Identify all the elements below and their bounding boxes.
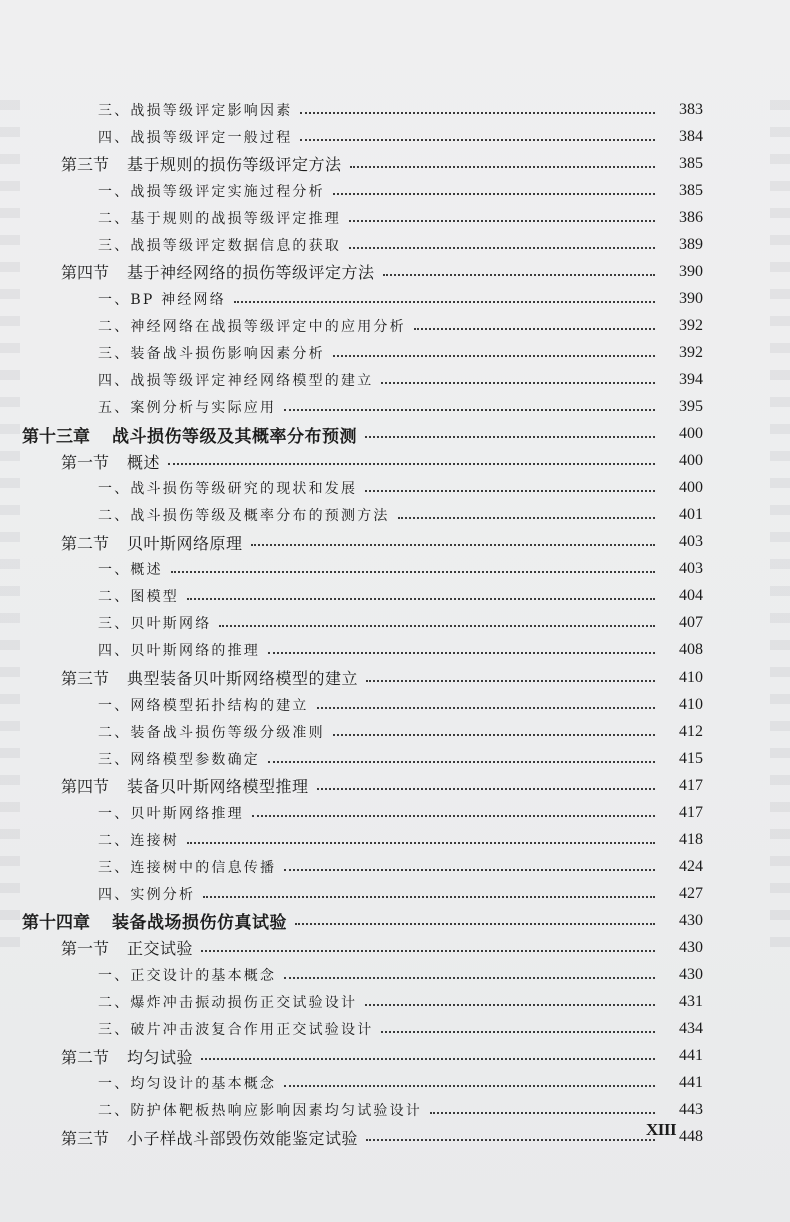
toc-section-number: 第二节 bbox=[61, 533, 110, 553]
toc-item-label: 二、战斗损伤等级及概率分布的预测方法 bbox=[98, 508, 390, 525]
toc-item-label: 一、战斗损伤等级研究的现状和发展 bbox=[98, 481, 358, 498]
toc-section-title: 典型装备贝叶斯网络模型的建立 bbox=[127, 669, 359, 688]
toc-item-row bbox=[0, 1070, 790, 1097]
toc-item-label: 一、正交设计的基本概念 bbox=[98, 968, 277, 985]
toc-item-label: 一、网络模型拓扑结构的建立 bbox=[98, 697, 309, 714]
toc-item-label: 四、贝叶斯网络的推理 bbox=[98, 643, 260, 660]
toc-item-row bbox=[0, 962, 790, 989]
toc-section-label bbox=[61, 936, 193, 959]
toc-section-title: 小子样战斗部毁伤效能鉴定试验 bbox=[127, 1128, 359, 1148]
toc-chapter-title: 装备战场损伤仿真试验 bbox=[112, 913, 287, 934]
dot-leader bbox=[366, 1139, 655, 1141]
toc-page-number: 386 bbox=[679, 208, 703, 226]
toc-page-number: 410 bbox=[679, 695, 703, 713]
dot-leader bbox=[171, 571, 655, 573]
dot-leader bbox=[430, 1112, 655, 1114]
toc-page-number: 448 bbox=[679, 1128, 703, 1146]
toc-item-row bbox=[0, 691, 790, 718]
toc-section-title: 基于神经网络的损伤等级评定方法 bbox=[127, 263, 375, 283]
dot-leader bbox=[350, 166, 655, 168]
toc-item-row bbox=[0, 880, 790, 907]
toc-page-number: 441 bbox=[679, 1047, 703, 1065]
dot-leader bbox=[187, 598, 655, 600]
toc-item-label: 四、实例分析 bbox=[98, 886, 196, 903]
toc-page-number: 430 bbox=[679, 911, 703, 929]
dot-leader bbox=[295, 923, 655, 925]
toc-page-number: 400 bbox=[679, 452, 703, 470]
toc-page-number: 394 bbox=[679, 370, 703, 388]
toc-page-number: 383 bbox=[679, 100, 703, 118]
dot-leader bbox=[187, 842, 655, 844]
toc-chapter-row bbox=[0, 421, 790, 448]
toc-page-number: 385 bbox=[679, 154, 703, 172]
toc-item-label: 三、贝叶斯网络 bbox=[98, 616, 212, 633]
toc-item-row bbox=[0, 799, 790, 826]
toc-section-row bbox=[0, 529, 790, 556]
dot-leader bbox=[414, 328, 655, 330]
dot-leader bbox=[333, 734, 655, 736]
page-folio: XIII bbox=[646, 1120, 677, 1139]
toc-item-row bbox=[0, 583, 790, 610]
dot-leader bbox=[219, 625, 655, 627]
table-of-contents bbox=[0, 96, 790, 1151]
toc-page-number: 401 bbox=[679, 506, 703, 524]
toc-section-row bbox=[0, 664, 790, 691]
dot-leader bbox=[381, 1031, 655, 1033]
toc-item-label: 二、装备战斗损伤等级分级准则 bbox=[98, 724, 325, 741]
toc-page-number: 434 bbox=[679, 1020, 703, 1038]
dot-leader bbox=[268, 652, 655, 654]
toc-item-row bbox=[0, 96, 790, 123]
toc-item-row bbox=[0, 502, 790, 529]
toc-item-row bbox=[0, 556, 790, 583]
toc-item-row bbox=[0, 637, 790, 664]
toc-chapter-label bbox=[22, 422, 357, 447]
dot-leader bbox=[365, 1004, 655, 1006]
toc-page-number: 395 bbox=[679, 398, 703, 416]
toc-item-row bbox=[0, 394, 790, 421]
toc-item-label: 三、网络模型参数确定 bbox=[98, 751, 260, 768]
toc-section-row bbox=[0, 448, 790, 475]
dot-leader bbox=[284, 977, 655, 979]
toc-page-number: 392 bbox=[679, 343, 703, 361]
toc-page-number: 430 bbox=[679, 938, 703, 956]
dot-leader bbox=[349, 247, 655, 249]
toc-page-number: 417 bbox=[679, 776, 703, 794]
dot-leader bbox=[203, 896, 655, 898]
toc-item-label: 三、战损等级评定影响因素 bbox=[98, 102, 293, 119]
dot-leader bbox=[234, 301, 655, 303]
dot-leader bbox=[284, 869, 655, 871]
toc-section-number: 第二节 bbox=[61, 1047, 110, 1067]
toc-item-row bbox=[0, 475, 790, 502]
toc-item-row bbox=[0, 204, 790, 231]
toc-section-number: 第三节 bbox=[61, 1128, 110, 1148]
dot-leader bbox=[381, 382, 655, 384]
toc-page-number: 418 bbox=[679, 830, 703, 848]
toc-section-row bbox=[0, 772, 790, 799]
toc-item-label: 三、战损等级评定数据信息的获取 bbox=[98, 237, 341, 254]
dot-leader bbox=[365, 490, 655, 492]
toc-item-row bbox=[0, 312, 790, 339]
toc-item-label: 三、装备战斗损伤影响因素分析 bbox=[98, 345, 325, 362]
toc-section-number: 第三节 bbox=[61, 669, 110, 688]
toc-section-title: 均匀试验 bbox=[127, 1047, 194, 1067]
toc-item-row bbox=[0, 610, 790, 637]
toc-section-row bbox=[0, 934, 790, 961]
toc-page-number: 407 bbox=[679, 614, 703, 632]
dot-leader bbox=[383, 274, 655, 276]
toc-section-label bbox=[61, 1126, 358, 1149]
toc-item-label: 二、图模型 bbox=[98, 589, 179, 606]
toc-section-row bbox=[0, 258, 790, 285]
toc-item-label: 五、案例分析与实际应用 bbox=[98, 400, 277, 417]
toc-page-number: 417 bbox=[679, 803, 703, 821]
toc-section-label bbox=[61, 666, 358, 689]
toc-page-number: 403 bbox=[679, 533, 703, 551]
toc-page-number: 385 bbox=[679, 181, 703, 199]
toc-chapter-label bbox=[22, 908, 287, 933]
toc-section-number: 第一节 bbox=[61, 939, 110, 959]
dot-leader bbox=[284, 1085, 655, 1087]
toc-item-row bbox=[0, 989, 790, 1016]
dot-leader bbox=[398, 517, 655, 519]
dot-leader bbox=[366, 680, 655, 682]
dot-leader bbox=[317, 707, 655, 709]
toc-item-label: 一、战损等级评定实施过程分析 bbox=[98, 183, 325, 200]
dot-leader bbox=[251, 544, 655, 546]
dot-leader bbox=[300, 112, 655, 114]
toc-section-title: 基于规则的损伤等级评定方法 bbox=[127, 155, 342, 175]
dot-leader bbox=[284, 409, 655, 411]
toc-section-label bbox=[61, 531, 243, 554]
toc-page-number: 412 bbox=[679, 722, 703, 740]
toc-section-title: 装备贝叶斯网络模型推理 bbox=[127, 777, 309, 797]
toc-page-number: 430 bbox=[679, 966, 703, 984]
toc-item-row bbox=[0, 366, 790, 393]
toc-item-row bbox=[0, 1016, 790, 1043]
toc-chapter-title: 战斗损伤等级及其概率分布预测 bbox=[112, 426, 357, 447]
toc-item-row bbox=[0, 853, 790, 880]
toc-item-row bbox=[0, 123, 790, 150]
toc-item-label: 二、基于规则的战损等级评定推理 bbox=[98, 210, 341, 227]
dot-leader bbox=[333, 193, 655, 195]
toc-section-number: 第四节 bbox=[61, 263, 110, 283]
toc-item-label: 二、防护体靶板热响应影响因素均匀试验设计 bbox=[98, 1103, 422, 1120]
toc-section-number: 第三节 bbox=[61, 155, 110, 175]
toc-item-row bbox=[0, 718, 790, 745]
toc-item-label: 三、连接树中的信息传播 bbox=[98, 859, 277, 876]
toc-chapter-number: 第十三章 bbox=[22, 426, 90, 447]
dot-leader bbox=[349, 220, 655, 222]
toc-page-number: 403 bbox=[679, 560, 703, 578]
dot-leader bbox=[252, 815, 655, 817]
toc-page-number: 392 bbox=[679, 316, 703, 334]
toc-section-label bbox=[61, 260, 375, 283]
toc-item-label: 四、战损等级评定神经网络模型的建立 bbox=[98, 372, 374, 389]
dot-leader bbox=[317, 788, 655, 790]
toc-item-row bbox=[0, 745, 790, 772]
toc-page-number: 441 bbox=[679, 1074, 703, 1092]
toc-page-number: 390 bbox=[679, 262, 703, 280]
toc-page-number: 389 bbox=[679, 235, 703, 253]
toc-page-number: 400 bbox=[679, 425, 703, 443]
toc-item-label: 二、神经网络在战损等级评定中的应用分析 bbox=[98, 318, 406, 335]
dot-leader bbox=[168, 463, 655, 465]
toc-section-row bbox=[0, 1043, 790, 1070]
toc-page-number: 400 bbox=[679, 479, 703, 497]
toc-page-number: 410 bbox=[679, 668, 703, 686]
toc-item-row bbox=[0, 285, 790, 312]
toc-page-number: 415 bbox=[679, 749, 703, 767]
toc-section-number: 第四节 bbox=[61, 777, 110, 797]
toc-section-title: 概述 bbox=[127, 452, 161, 472]
toc-chapter-row bbox=[0, 907, 790, 934]
dot-leader bbox=[300, 139, 655, 141]
toc-section-row bbox=[0, 150, 790, 177]
toc-page-number: 443 bbox=[679, 1101, 703, 1119]
dot-leader bbox=[201, 1058, 655, 1060]
toc-page-number: 408 bbox=[679, 641, 703, 659]
toc-item-row bbox=[0, 177, 790, 204]
toc-item-label: 三、破片冲击波复合作用正交试验设计 bbox=[98, 1022, 374, 1039]
toc-page-number: 384 bbox=[679, 127, 703, 145]
dot-leader bbox=[365, 436, 655, 438]
toc-item-label: 一、概述 bbox=[98, 562, 163, 579]
dot-leader bbox=[333, 355, 655, 357]
toc-section-label bbox=[61, 152, 342, 175]
toc-item-label: 一、贝叶斯网络推理 bbox=[98, 805, 244, 822]
toc-item-label: 四、战损等级评定一般过程 bbox=[98, 129, 293, 146]
toc-item-label: 一、BP 神经网络 bbox=[98, 291, 226, 308]
toc-item-label: 二、爆炸冲击振动损伤正交试验设计 bbox=[98, 995, 358, 1012]
dot-leader bbox=[268, 761, 655, 763]
toc-page-number: 431 bbox=[679, 993, 703, 1011]
toc-section-title: 贝叶斯网络原理 bbox=[127, 533, 243, 553]
toc-page-number: 390 bbox=[679, 289, 703, 307]
toc-section-number: 第一节 bbox=[61, 452, 110, 472]
toc-item-row bbox=[0, 826, 790, 853]
toc-item-label: 一、均匀设计的基本概念 bbox=[98, 1076, 277, 1093]
toc-item-row bbox=[0, 339, 790, 366]
dot-leader bbox=[201, 950, 655, 952]
toc-item-label: 二、连接树 bbox=[98, 832, 179, 849]
toc-page-number: 424 bbox=[679, 857, 703, 875]
toc-chapter-number: 第十四章 bbox=[22, 913, 90, 934]
toc-section-title: 正交试验 bbox=[127, 939, 194, 959]
toc-item-row bbox=[0, 231, 790, 258]
toc-page-number: 427 bbox=[679, 884, 703, 902]
toc-section-label bbox=[61, 450, 160, 473]
toc-section-label bbox=[61, 1045, 193, 1068]
toc-page-number: 404 bbox=[679, 587, 703, 605]
toc-section-label bbox=[61, 774, 309, 797]
